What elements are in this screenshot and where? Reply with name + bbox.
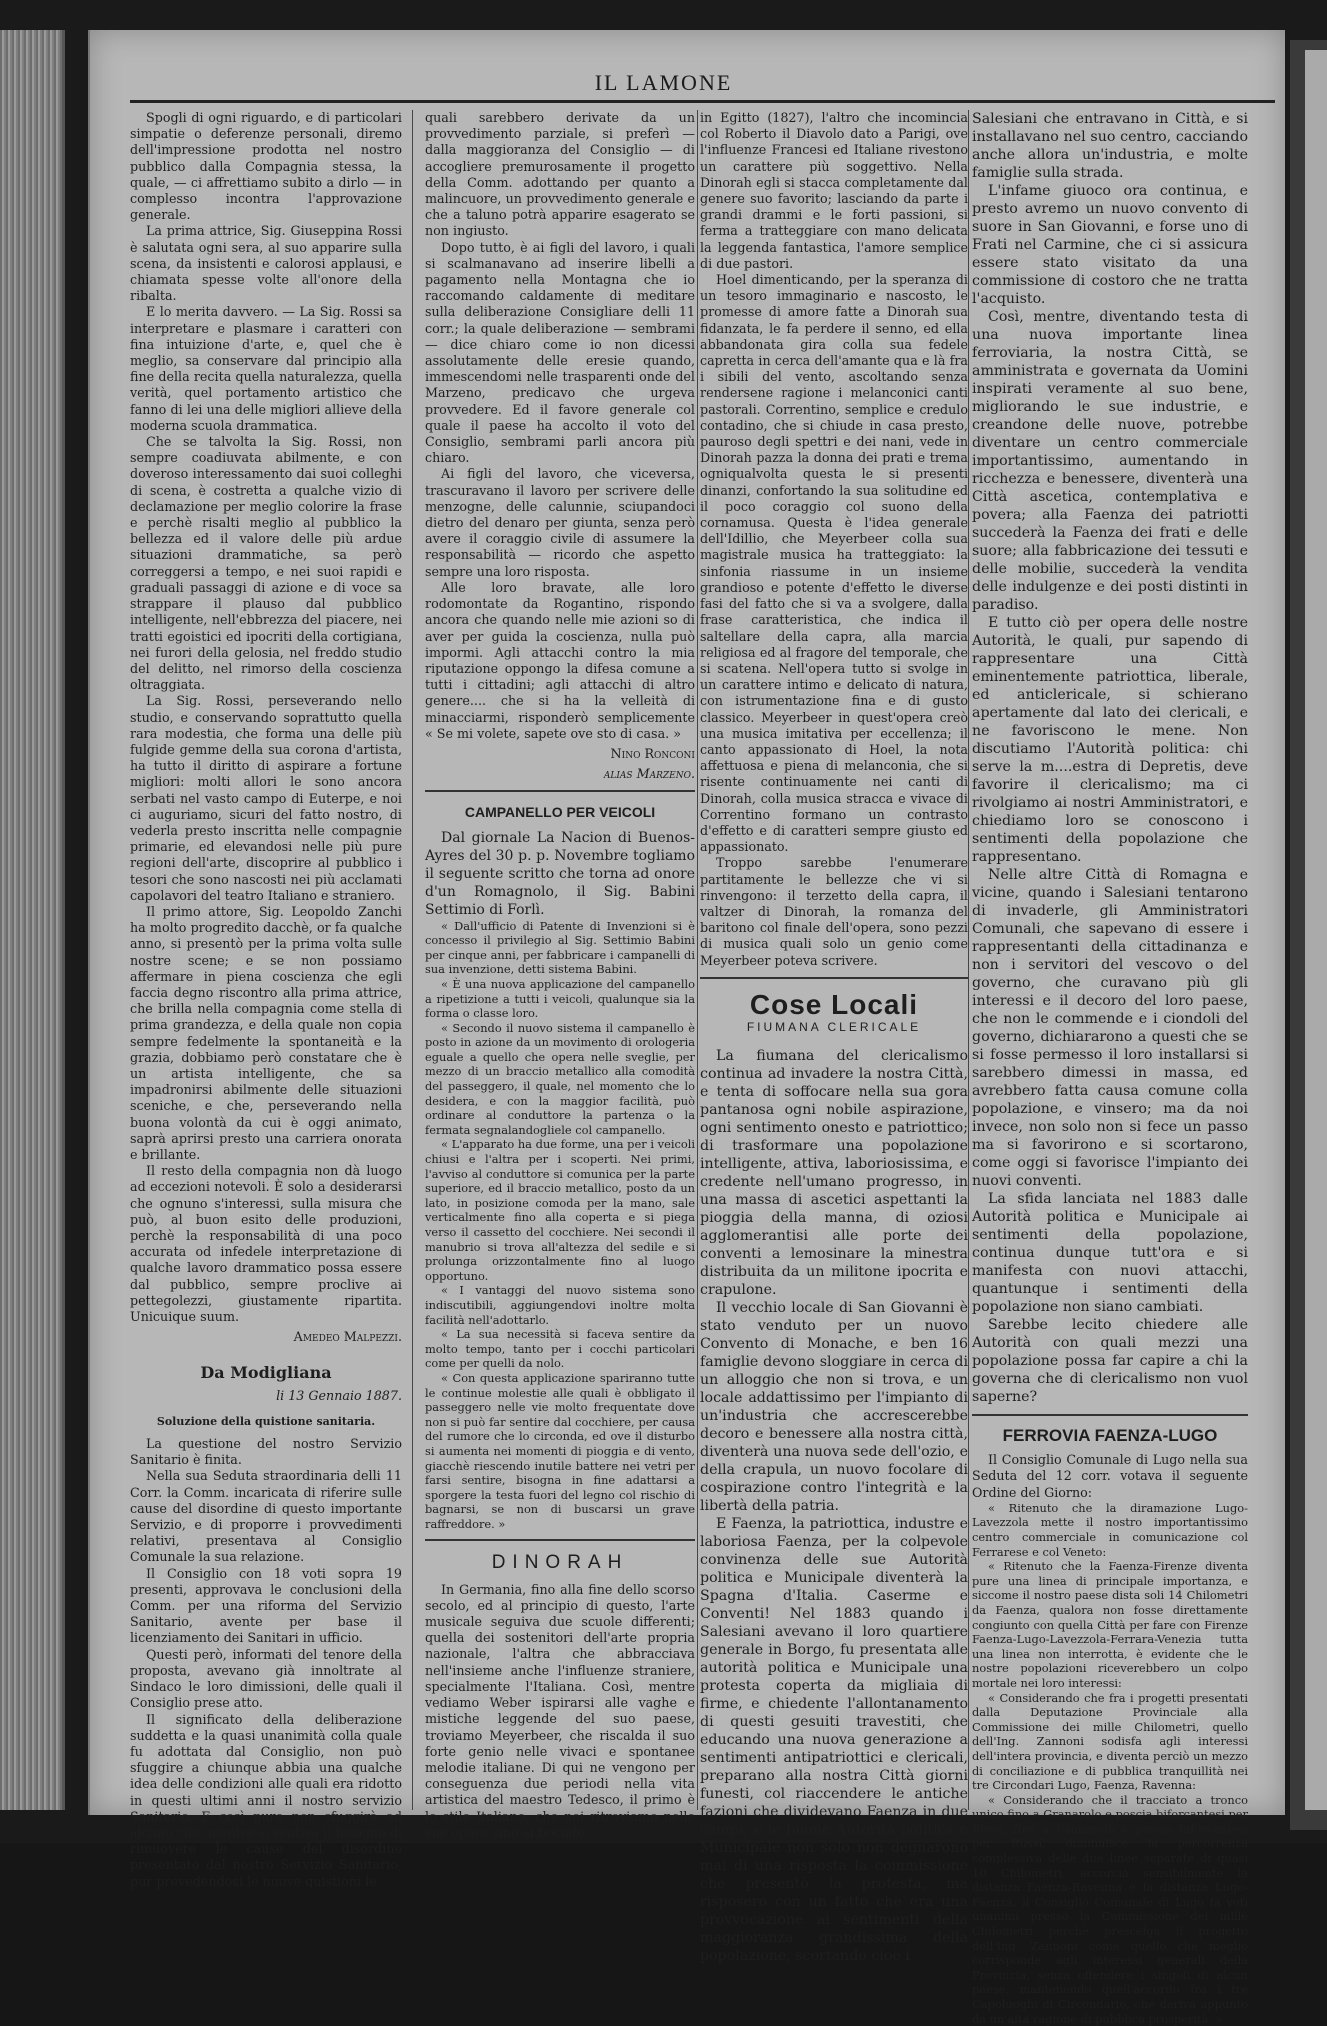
paragraph: « Considerando che il tracciato a tronco unico fino a Granarolo e poscia biforcantesi per Russi, fino a Granarolo e poscia biforcantesi per Russi, diminuisce la percorrenza complessiva delle due linee separate di quasi 10 Chilometri, accorcia sensibilmente la distanza Faenza-Ravenna e la distanza Lugo-Faenza, il Consiglio Comunale di Lugo fa voti unanimi presso la Commissione dei mille Chilometri perchè prescelga il progetto dell'Ing. Zannoni come quello che meglio corrisponde agli interessi generali della Provincia, senza offendere i singoli di alcun paese, mantenendo quell'accordo fra i tre Capoluoghi di Circondario, che deriva appunto da un'alta ragione di pubblica prosperità. » <box>972 1792 1248 2026</box>
paragraph: « Dall'ufficio di Patente di Invenzioni si è concesso il privilegio al Sig. Settimio Babini per cinque anni, per fabbricare i campanelli di sua invenzione, detti sistema Babini. <box>425 918 695 977</box>
quoted-text <box>425 919 695 1532</box>
paragraph: Salesiani che entravano in Città, e si installavano nel suo centro, cacciando anche allora un'industria, e molte famiglie sulla strada. <box>972 111 1248 181</box>
paragraph: La Sig. Rossi, perseverando nello studio, e conservando soprattutto quella rara modestia, che forma una delle più fulgide gemme della sua corona d'artista, ha tutto il diritto di aspirare a fortune migliori: molti allori le sono ancora serbati nel vasto campo di Euterpe, e noi ci auguriamo, sicuri del fatto nostro, di vederla presto inscritta nelle compagnie primarie, ed elevandosi nelle più pure regioni dell'arte, discoprire al pubblico i tesori che sono nascosti nei più acclamati capolavori del teatro Italiano e straniero. <box>130 693 402 903</box>
adjacent-page-strip <box>1305 50 1327 1810</box>
paragraph: Il significato della deliberazione suddetta e la quasi unanimità colla quale fu adottata dal Consiglio, non può sfuggire a chiunque abbia una qualche idea delle condizioni alle quali era ridotto in questi ultimi anni il nostro servizio Sanitario. E così pure non sfuggirà ad alcuno che, mentre si sentiva il bisogno di rimuovere le cause del disordine presentato dal nostro Servizio Sanitario, pur prevedendosi le nuove quistioni le <box>130 1711 402 1889</box>
paragraph: Il Consiglio con 18 voti sopra 19 presenti, approvava le conclusioni della Comm. per una riforma del Servizio Sanitario, avente per base il licenziamento dei Sanitari in ufficio. <box>130 1565 402 1646</box>
paragraph: Il Consiglio Comunale di Lugo nella sua Seduta del 12 corr. votava il seguente Ordine del Giorno: <box>972 1452 1248 1500</box>
paragraph: La fiumana del clericalismo continua ad invadere la nostra Città, e tenta di soffocare nella sua gora pantanosa ogni nobile aspirazione, ogni sentimento onesto e patriottico; di trasformare una popolazione intelligente, attiva, laboriosissima, e credente nell'umano progresso, in una massa di ascetici aspettanti la pioggia della manna, di oziosi agglomerantisi alle porte dei conventi a lemosinare la minestra distribuita da un militone ipocrita e crapulone. <box>700 1048 968 1299</box>
paragraph: In Germania, fino alla fine dello scorso secolo, ed al principio di questo, l'arte musicale seguiva due scuole differenti; quella dei sostenitori dell'arte propria nazionale, l'altra che abbracciava nell'insieme anche l'influenze straniere, specialmente l'Italiana. Così, mentre vediamo Weber ispirarsi alle vaghe e mistiche leggende del suo paese, troviamo Meyerbeer, che riscalda il suo forte genio nelle vivaci e spontanee melodie italiane. Di qui ne vengono per conseguenza due periodi nella vita artistica del maestro Tedesco, il primo è lo stile Italiano, che noi ritroviamo nelle sue opere sino al bociato <box>425 1581 695 1840</box>
paragraph: Dal giornale La Nacion di Buenos-Ayres del 30 p. p. Novembre togliamo il seguente scritto che torna ad onore d'un Romagnolo, il Sig. Babini Settimio di Forlì. <box>425 829 695 918</box>
column-separator <box>968 110 969 1810</box>
author-signature: Amedeo Malpezzi. <box>293 1329 402 1345</box>
section-rule <box>972 1414 1248 1416</box>
paragraph: « È una nuova applicazione del campanello a ripetizione a tutti i veicoli, qualunque sia la forma o classe loro. <box>425 976 695 1021</box>
paragraph: Dopo tutto, è ai figli del lavoro, i quali si scalmanavano ad inserire libelli a pagamento nella Montagna che io raccomando caldamente di meditare sulla deliberazione Consigliare delli 11 corr.; la quale deliberazione — sembrami — dice chiaro come io non dicessi assolutamente delle eresie quando, immescendomi nelle trasparenti onde del Marzeno, predicavo che urgeva provvedere. Ed il favore generale col quale il paese ha accolto il voto del Consiglio, sembrami parli ancora più chiaro. <box>425 239 695 466</box>
column-4 <box>972 110 1248 2026</box>
section-heading: Cose Locali <box>749 988 919 1020</box>
column-separator <box>697 110 698 1810</box>
subheading: Soluzione della quistione sanitaria. <box>156 1414 376 1428</box>
paragraph: « La sua necessità si faceva sentire da molto tempo, tanto per i cocchi particolari come per quelli da nolo. <box>425 1327 695 1371</box>
paragraph: Ai figli del lavoro, che viceversa, trascuravano il lavoro per scrivere delle menzogne, delle calunnie, sciupandoci dietro del denaro per giunta, senza però avere il coraggio civile di assumere la responsabilità — ricordo che aspetto sempre una loro risposta. <box>425 466 695 579</box>
paragraph: Troppo sarebbe l'enumerare partitamente le bellezze che vi si rinvengono: il terzetto della capra, il valtzer di Dinorah, la romanza del baritono col finale dell'opera, sono pezzi di musica quali solo un genio come Meyerbeer poteva scrivere. <box>700 855 968 968</box>
paragraph: E lo merita davvero. — La Sig. Rossi sa interpretare e plasmare i caratteri con fina intuizione d'arte, e, quel che è meglio, sa conservare dal principio alla fine della recita quella naturalezza, quella verità, quel portamento artistico che fanno di lei una delle migliori allieve della moderna scuola drammatica. <box>130 304 402 433</box>
author-signature: Nino Ronconi <box>610 745 695 761</box>
paragraph: Che se talvolta la Sig. Rossi, non sempre coadiuvata abilmente, e con doveroso interessamento dai suoi colleghi di scena, è costretta a qualche vizio di declamazione per meglio colorire la frase e perchè risalti meglio al pubblico la bellezza ed il valore delle più ardue situazioni drammatiche, sa però correggersi a tempo, e nei suoi rapidi e graduali passaggi di azione e di voce sa strappare il plauso dal pubblico intelligente, nell'ebbrezza del piacere, nei tratti egoistici ed ipocriti della cortigiana, nei furori della gelosia, nel freddo studio del delitto, nel rimorso della coscienza oltraggiata. <box>130 434 402 693</box>
paragraph: « Con questa applicazione spariranno tutte le continue molestie alle quali è obbligato il passeggero nelle vie molto frequentate dove non si può far sentire dal cocchiere, per causa del rumore che lo circonda, ed ove il disturbo si aumenta nei momenti di pioggia e di vento, giacchè riescendo inutile battere nei vetri per farsi sentire, bisogna in fine adattarsi a sporgere la testa fuori del legno col rischio di bagnarsi, se non di buscarsi un grave raffreddore. » <box>425 1370 695 1531</box>
paragraph: La sfida lanciata nel 1883 dalle Autorità politica e Municipale ai sentimenti della popolazione, continua dunque tutt'ora e si manifesta con nuovi attacchi, quantunque i sentimenti della popolazione non siano cambiati. <box>972 1191 1248 1315</box>
section-rule <box>425 790 695 792</box>
paragraph: « Ritenuto che la diramazione Lugo-Lavezzola mette il nostro importantissimo centro commerciale in comunicazione col Ferrarese e col Veneto: <box>972 1500 1248 1559</box>
paragraph: Il primo attore, Sig. Leopoldo Zanchi ha molto progredito dacchè, or fa qualche anno, si presentò per la prima volta sulle nostre scene; e se non possiamo affermare in piena coscienza che egli faccia degno riscontro alla prima attrice, che brilla nella compagnia come stella di prima grandezza, e della quale non copia sempre fedelmente la spontaneità e la grazia, dobbiamo però constatare che è un artista intelligente, che sa impadronirsi abilmente delle situazioni sceniche, e che, perseverando nella buona volontà da cui è oggi animato, saprà aprirsi presto una carriera onorata e brillante. <box>130 903 402 1162</box>
quoted-text <box>972 1501 1248 2026</box>
dateline: li 13 Gennaio 1887. <box>276 1387 402 1403</box>
paragraph: La prima attrice, Sig. Giuseppina Rossi è salutata ogni sera, al suo apparire sulla scena, da insistenti e calorosi applausi, e chiamata spesse volte all'onore della ribalta. <box>130 223 402 304</box>
paragraph: Nelle altre Città di Romagna e vicine, quando i Salesiani tentarono di invaderle, gli Amministratori Comunali, che sapevano di essere i rappresentanti della cittadinanza e non i servitori del vescovo o del governo, che curavano più gli interessi e il decoro del loro paese, che non le commende e i ciondoli del governo, dichiararono a questi che se si fosse permesso il loro installarsi si sarebbero dimessi in massa, ed avrebbero fatta causa comune colla popolazione, e vinsero; ma da noi invece, non solo non si fece un passo ma si favorirono e si scortarono, come oggi si favorisce l'impianto dei nuovi conventi. <box>972 867 1248 1189</box>
paragraph: L'infame giuoco ora continua, e presto avremo un nuovo convento di suore in San Giovanni, e forse uno di Frati nel Carmine, che ci si assicura essere stato visitato da una commissione di costoro che ne tratta l'acquisto. <box>972 183 1248 307</box>
section-rule <box>425 1539 695 1541</box>
paragraph: Spogli di ogni riguardo, e di particolari simpatie o deferenze personali, diremo dell'impressione prodotta nel nostro pubblico dalla Compagnia stessa, la quale, — ci affrettiamo subito a dirlo — in complesso incontra l'approvazione generale. <box>130 110 402 223</box>
paragraph: Alle loro bravate, alle loro rodomontate da Rogantino, rispondo ancora che quando nelle mie azioni so di aver per guida la coscienza, nulla può impormi. Agli attacchi contro la mia riputazione oppongo la difesa comune a tutti i cittadini; agli attacchi di altro genere.... che si ha la velleità di minacciarmi, risponderò semplicemente « Se mi volete, sapete ove sto di casa. » <box>425 579 695 741</box>
paragraph: quali sarebbero derivate da un provvedimento parziale, si preferì — dalla maggioranza del Consiglio — di accogliere premurosamente il progetto della Comm. adottando per quanto a malincuore, un provvedimento generale e che a taluno potrà apparire esagerato se non ingiusto. <box>425 110 695 239</box>
subheading: FIUMANA CLERICALE <box>746 1019 922 1034</box>
column-1 <box>130 110 402 1890</box>
paragraph: « Secondo il nuovo sistema il campanello è posto in azione da un movimento di orologeria eguale a quello che opera nelle sveglie, per mezzo di un braccio metallico alla comodità del passeggero, il quale, nel momento che lo desidera, e con la maggior facilità, può ordinare al conduttore la partenza o la fermata segnalandogliele col campanello. <box>425 1020 695 1137</box>
paragraph: Sarebbe lecito chiedere alle Autorità con quali mezzi una popolazione possa far capire a chi la governa che di clericalismo non vuol saperne? <box>972 1317 1248 1405</box>
column-2 <box>425 110 695 1841</box>
header-rule <box>130 100 1275 103</box>
paragraph: « Considerando che fra i progetti presentati dalla Deputazione Provinciale alla Commissione dei mille Chilometri, quello dell'Ing. Zannoni sodisfa agli interessi dell'intera provincia, e diventa perciò un mezzo di conciliazione e di pubblica tranquillità nei tre Circondari Lugo, Faenza, Ravenna: <box>972 1690 1248 1793</box>
paragraph: in Egitto (1827), l'altro che incomincia col Roberto il Diavolo dato a Parigi, ove l'influenze Francesi ed Italiane rivestono un carattere più soggettivo. Nella Dinorah egli si stacca completamente dal genere suo favorito; lasciando da parte i grandi drammi e le forti passioni, si ferma a tratteggiare con mano delicata la leggenda fantastica, l'amore semplice di due pastori. <box>700 110 968 271</box>
paragraph: « I vantaggi del nuovo sistema sono indiscutibili, aggiungendovi inoltre molta facilità nell'adottarlo. <box>425 1283 695 1327</box>
column-3 <box>700 110 968 1965</box>
paragraph: La questione del nostro Servizio Sanitario è finita. <box>130 1436 402 1468</box>
paragraph: Il vecchio locale di San Giovanni è stato venduto per un nuovo Convento di Monache, e ben 16 famiglie devono sloggiare in cerca di un alloggio che non si trova, e un locale addattissimo per l'impianto di un'industria che accrescerebbe decoro e benessere alla nostra città, diventerà una nuova sede dell'ozio, e della crapula, un nuovo focolare di cospirazione contro l'integrità e la libertà della patria. <box>700 1300 968 1515</box>
masthead-title: IL LAMONE <box>594 70 733 95</box>
paragraph: Così, mentre, diventando testa di una nuova importante linea ferroviaria, la nostra Città, se amministrata e governata da Uomini inspirati veramente al suo bene, migliorando le sue industrie, e creandone delle nuove, potrebbe diventare un centro commerciale importantissimo, aumentando in ricchezza e benessere, diventerà una Città ascetica, contemplativa e povera; alla Faenza dei patriotti succederà la Faenza dei frati e delle suore; alla fabbricazione dei tessuti e delle mobilie, succederà la vendita delle indulgenze e dei posti distinti in paradiso. <box>972 309 1248 613</box>
book-binding <box>0 30 65 1810</box>
section-heading: DINORAH <box>491 1552 629 1574</box>
paragraph: E tutto ciò per opera delle nostre Autorità, le quali, pur sapendo di rappresentare una Città eminentemente patriottica, liberale, ed anticlericale, si schierano apertamente dal lato dei clericali, e ne favoriscono le mene. Non discutiamo l'Autorità politica: chi serve la m....estra di Depretis, deve favorire il clericalismo; ma ci rivolgiamo ai nostri Amministratori, e chiediamo loro se conoscono i sentimenti della popolazione che rappresentano. <box>972 615 1248 865</box>
paragraph: Nella sua Seduta straordinaria delli 11 Corr. la Comm. incaricata di riferire sulle cause del disordine di questo importante Servizio, e di proporre i provvedimenti relativi, presentava al Consiglio Comunale la sua relazione. <box>130 1468 402 1565</box>
paragraph: E Faenza, la patriottica, industre e laboriosa Faenza, per la colpevole convinenza delle sue Autorità politica e Municipale diventerà la Spagna d'Italia. Caserme e Conventi! Nel 1883 quando i Salesiani avevano il loro quartiere generale in Borgo, fu presentata alle autorità politica e Municipale una protesta coperta da migliaia di firme, e chiedente l'allontanamento di questi gesuiti travestiti, che educando una nuova generazione a sentimenti antipatriottici e clericali, preparano alla nostra Città giorni funesti, col riaccendere le antiche fazioni che dividevano Faenza in due campi; e le buone Autorità politica e Municipale non solo non degnarono mai di una risposta la commissione che presentò la protesta, ma risposero con un fatto che era una provvocazione ai sentimenti della maggioranza grandissima della popolazione, scortando cioè i <box>700 1516 968 1965</box>
section-heading: CAMPANELLO PER VEICOLI <box>464 804 656 821</box>
paragraph: Hoel dimenticando, per la speranza di un tesoro immaginario e nascosto, le promesse di amore fatte a Dinorah sua fidanzata, le fa perdere il senno, ed ella abbandonata gira colla sua fedele capretta in cerca dell'amante qua e là fra i sibili del vento, ascoltando senza rendersene ragione i melanconici canti pastorali. Correntino, semplice e credulo contadino, che si chiude in casa presto, pauroso degli spettri e dei nani, vede in Dinorah pazza la donna dei prati e trema ogniqualvolta questa le si presenti dinanzi, confortando la sua solitudine ed il poco coraggio col suono della cornamusa. Questa è l'idea generale dell'Idillio, che Meyerbeer colla sua magistrale musica ha tratteggiato: la sinfonia riassume in un insieme grandioso e potente d'effetto le diverse fasi del fatto che si va a svolgere, dalla frase caratteristica, che indica il saltellare della capra, alla marcia religiosa ed al fragore del temporale, che si scatena. Nell'opera tutto si svolge in un carattere intimo e delicato di natura, con istrumentazione fina e di gusto classico. Meyerbeer in quest'opera creò una musica imitativa per eccellenza; il canto appassionato di Hoel, la nota affettuosa e piena di melanconia, che si risente continuamente nei canti di Dinorah, colla musica stracca e vivace di Correntino formano un contrasto d'effetto e di caratteri sempre giusto ed appassionato. <box>700 272 968 855</box>
section-heading: FERROVIA FAENZA-LUGO <box>1002 1426 1218 1445</box>
section-heading: Da Modigliana <box>200 1363 332 1383</box>
paragraph: Questi però, informati del tenore della proposta, avevano già innoltrate al Sindaco le loro dimissioni, delle quali il Consiglio prese atto. <box>130 1646 402 1711</box>
column-separator <box>412 110 413 1810</box>
paragraph: « L'apparato ha due forme, una per i veicoli chiusi e l'altra per i scoperti. Nei primi, l'avviso al conduttore si comunica per la parte superiore, ed il braccio metallico, posto da un lato, in posizione comoda per la mano, sale verticalmente fino alla coperta e si piega verso il cassetto del cocchiere. Nei secondi il manubrio si trova all'altezza del sedile e si prolunga orizzontalmente fino al luogo opportuno. <box>425 1137 695 1283</box>
paragraph: Il resto della compagnia non dà luogo ad eccezioni notevoli. È solo a desiderarsi che ognuno s'interessi, sulla misura che può, al buon esito delle produzioni, perchè la responsabilità di una poco accurata od infedele interpretazione di qualche lavoro drammatico possa essere dal pubblico, sempre proclive ai pettegolezzi, giustamente ripartita. Unicuique suum. <box>130 1163 402 1325</box>
author-alias: alias Marzeno. <box>603 766 695 782</box>
paragraph: « Ritenuto che la Faenza-Firenze diventa pure una linea di principale importanza, e siccome il nostro paese dista soli 14 Chilometri da Faenza, qualora non fosse direttamente congiunto con quella Città per fare con Firenze Faenza-Lugo-Lavezzola-Ferrara-Venezia tutta una linea non interrotta, è evidente che le nostre popolazioni riceverebbero un colpo mortale nei loro interessi: <box>972 1559 1248 1690</box>
section-rule <box>700 977 968 979</box>
